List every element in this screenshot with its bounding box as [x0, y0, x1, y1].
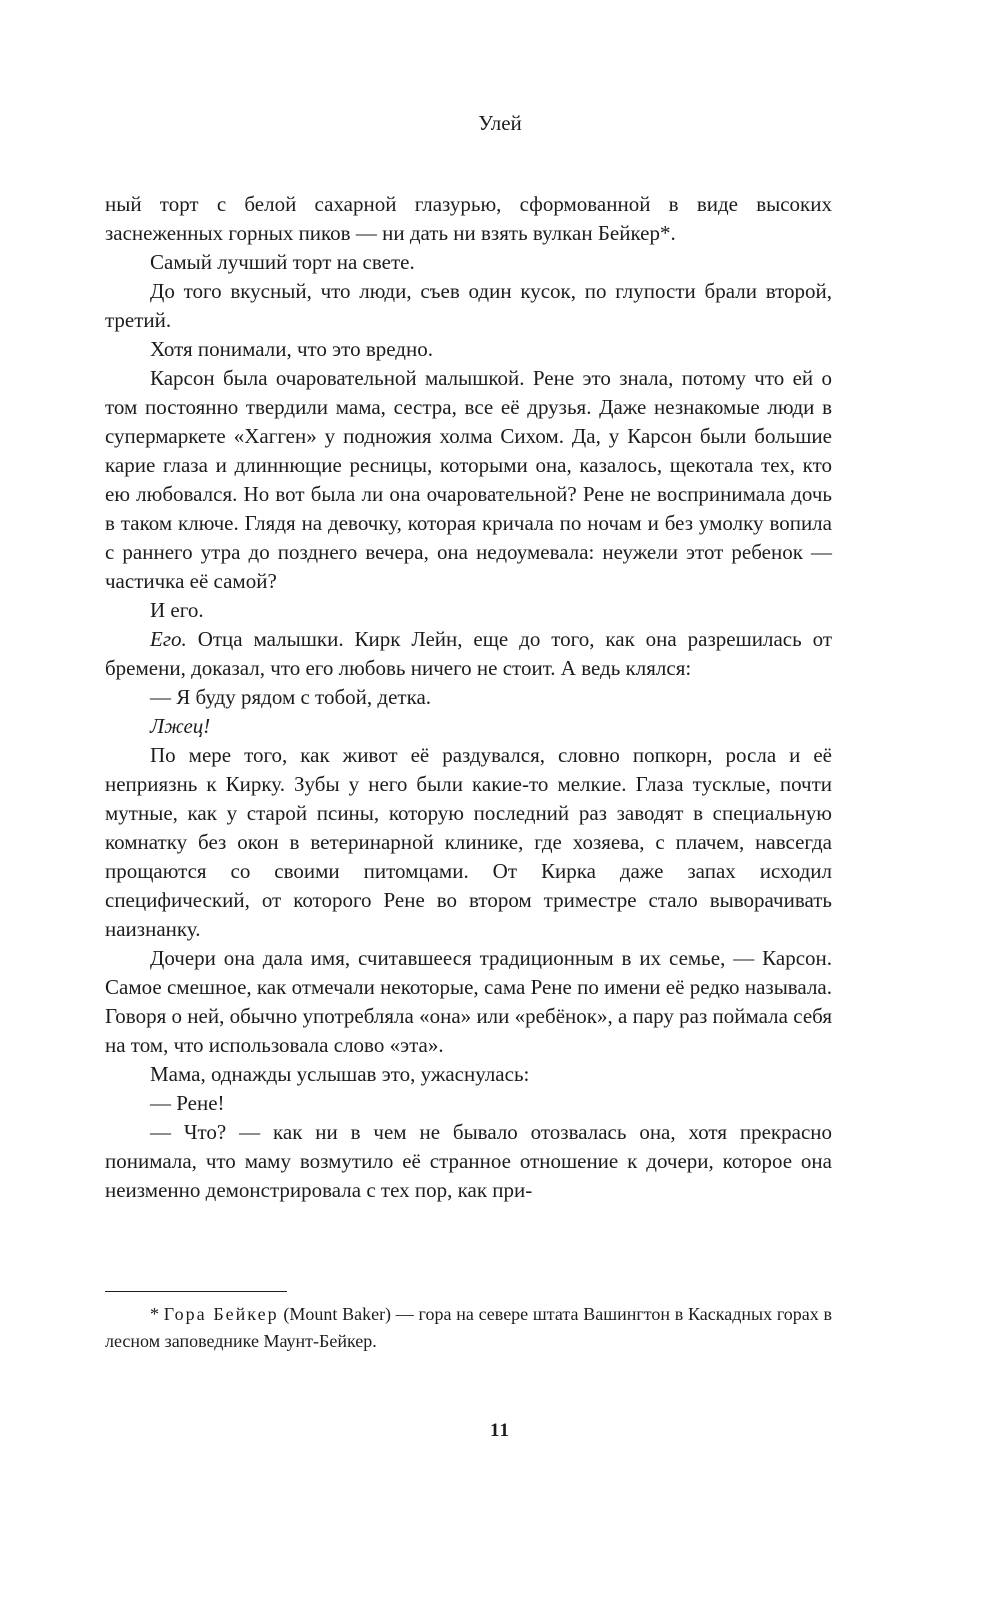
paragraph: Дочери она дала имя, считавшееся традиционным в их семье, — Карсон. Самое смешное, как отмечали некоторые, сама Рене по имени её редко называла. Говоря о ней, обычно употребляла «она» или «ребёнок», а пару раз поймала себя на том, что использовала слово «эта».: [105, 946, 832, 1057]
italic-lead: Его.: [150, 627, 187, 651]
paragraph: Мама, однажды услышав это, ужаснулась:: [150, 1062, 530, 1086]
paragraph: ный торт с белой сахарной глазурью, сформованной в виде высоких заснеженных горных пиков — ни дать ни взять вулкан Бейкер*.: [105, 192, 832, 245]
body-text: [105, 190, 832, 1205]
paragraph: [105, 625, 832, 683]
footnote-text: (Mount Baker) — гора на севере штата Вашингтон в Каскадных горах в лесном заповеднике Маунт-Бейкер.: [105, 1304, 833, 1351]
paragraph: Хотя понимали, что это вредно.: [150, 337, 433, 361]
paragraph: Карсон была очаровательной малышкой. Рене это знала, потому что ей о том постоянно твердили мама, сестра, все её друзья. Даже незнакомые люди в супермаркете «Хагген» у подножия холма Сихом. Да, у Карсон были большие карие глаза и длиннющие ресницы, которыми она, казалось, щекотала тех, кто ею любовался. Но вот была ли она очаровательной? Рене не воспринимала дочь в таком ключе. Глядя на девочку, которая кричала по ночам и без умолку вопила с раннего утра до позднего вечера, она недоумевала: неужели этот ребенок — частичка её самой?: [105, 366, 832, 593]
paragraph: До того вкусный, что люди, съев один кусок, по глупости брали второй, третий.: [105, 279, 832, 332]
footnote: [105, 1301, 832, 1355]
footnote-term: Гора Бейкер: [163, 1304, 279, 1324]
paragraph: — Я буду рядом с тобой, детка.: [150, 685, 432, 709]
paragraph: И его.: [150, 598, 204, 622]
paragraph-rest: Отца малышки. Кирк Лейн, еще до того, как она разрешилась от бремени, доказал, что его любовь ничего не стоит. А ведь клялся:: [105, 627, 832, 680]
paragraph: — Что? — как ни в чем не бывало отозвалась она, хотя прекрасно понимала, что маму возмутило её странное отношение к дочери, которое она неизменно демонстрировала с тех пор, как при-: [105, 1120, 832, 1202]
footnote-rule: [105, 1291, 287, 1292]
running-head: Улей: [478, 111, 522, 135]
paragraph: — Рене!: [150, 1091, 225, 1115]
footnote-marker: *: [150, 1304, 164, 1324]
page-number: 11: [490, 1420, 510, 1441]
paragraph: Лжец!: [150, 714, 211, 738]
paragraph: По мере того, как живот её раздувался, словно попкорн, росла и её неприязнь к Кирку. Зубы у него были какие-то мелкие. Глаза тусклые, почти мутные, как у старой псины, которую последний раз заводят в специальную комнатку без окон в ветеринарной клинике, где хозяева, с плачем, навсегда прощаются со своими питомцами. От Кирка даже запах исходил специфический, от которого Рене во втором триместре стало выворачивать наизнанку.: [105, 743, 832, 941]
paragraph: Самый лучший торт на свете.: [150, 250, 415, 274]
footnote-block: [105, 1291, 832, 1355]
